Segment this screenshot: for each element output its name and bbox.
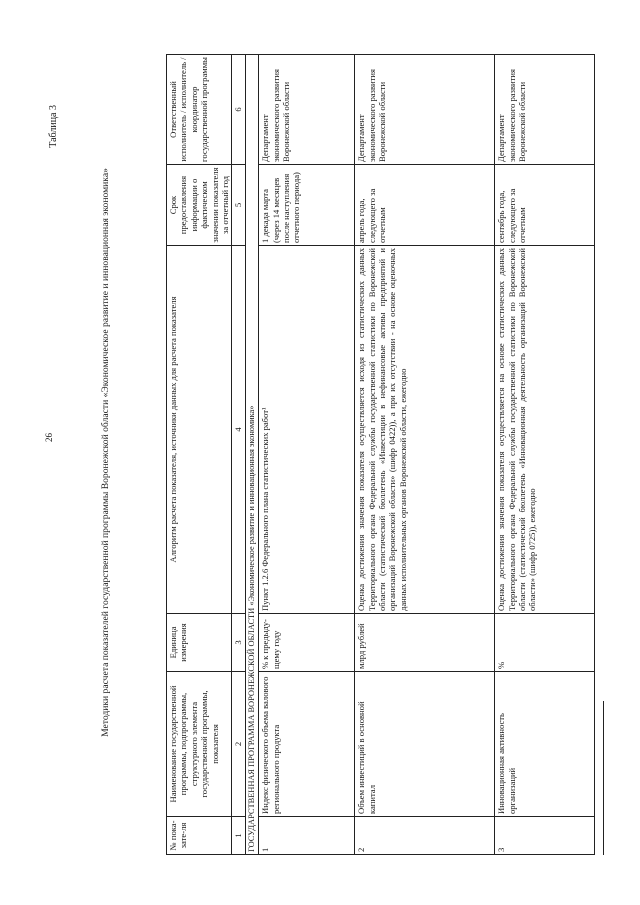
indicators-table	[166, 54, 595, 855]
footnote-separator	[603, 701, 604, 855]
header-cell: Срок предоставления информации о фактическом значении показателя за отчетный год	[167, 165, 232, 246]
indicator-responsible: Департамент экономического развития Воронежской области	[355, 55, 495, 165]
column-number: 6	[232, 55, 245, 165]
table-row	[355, 55, 495, 855]
indicator-algorithm: Оценка достижения значения показателя осуществляется исходя из статистических данных Территориального органа Федеральной службы государственной статистики по Воронежской области (статистический бюллетень «Инвестиции в нефинансовые активы предприятий и организаций Воронежской области» (шифр 0422)), а при их отсутствии - на основе оценочных данных исполнительных органов Воронежской области, ежегодно	[355, 246, 495, 614]
row-number: 3	[495, 817, 595, 855]
indicator-deadline: сентябрь года, следующего за отчетным	[495, 165, 595, 246]
column-number: 4	[232, 246, 245, 614]
column-number-row	[232, 55, 245, 855]
indicator-name: Объем инвестиций в основной капитал	[355, 672, 495, 817]
table-label: Таблица 3	[48, 105, 59, 148]
row-number: 1	[259, 817, 355, 855]
header-cell: Ответственный исполнитель / исполнитель / координатор государственной программы	[167, 55, 232, 165]
column-number: 5	[232, 165, 245, 246]
row-number: 2	[355, 817, 495, 855]
page-title: Методики расчета показателей государственной программы Воронежской области «Экономическое развитие и инновационная экономика»	[100, 168, 111, 737]
indicator-name: Инновационная активность организаций	[495, 672, 595, 817]
indicator-unit: %	[495, 614, 595, 672]
program-row	[245, 55, 258, 855]
indicator-algorithm: Пункт 1.2.6 Федерального плана статистических работ¹	[259, 246, 355, 614]
header-cell: Единица измерения	[167, 614, 232, 672]
table-row	[259, 55, 355, 855]
indicator-algorithm: Оценка достижения значения показателя осуществляется на основе статистических данных Территориального органа Федеральной службы государственной статистики по Воронежской области (статистический бюллетень «Инновационная деятельность организаций Воронежской области» (шифр 0725)), ежегодно	[495, 246, 595, 614]
program-title: ГОСУДАРСТВЕННАЯ ПРОГРАММА ВОРОНЕЖСКОЙ ОБЛАСТИ «Экономическое развитие и инновационная экономика»	[245, 55, 258, 855]
column-number: 1	[232, 817, 245, 855]
indicator-responsible: Департамент экономического развития Воронежской области	[259, 55, 355, 165]
indicator-deadline: 1 декада марта (через 14 месяцев после наступления отчетного периода)	[259, 165, 355, 246]
indicator-responsible: Департамент экономического развития Воронежской области	[495, 55, 595, 165]
table-header-row	[167, 55, 232, 855]
column-number: 2	[232, 672, 245, 817]
page-number: 26	[44, 433, 54, 442]
indicator-name: Индекс физического объема валового регионального продукта	[259, 672, 355, 817]
indicator-deadline: апрель года, следующего за отчетным	[355, 165, 495, 246]
header-cell: Наименование государственной программы, подпрограммы, структурного элемента государственной программы, показателя	[167, 672, 232, 817]
indicator-unit: млрд рублей	[355, 614, 495, 672]
table-row	[495, 55, 595, 855]
header-cell: Алгоритм расчета показателя, источники данных для расчета показателя	[167, 246, 232, 614]
header-cell: № пока-зате-ля	[167, 817, 232, 855]
column-number: 3	[232, 614, 245, 672]
indicator-unit: % к предыду-щему году	[259, 614, 355, 672]
